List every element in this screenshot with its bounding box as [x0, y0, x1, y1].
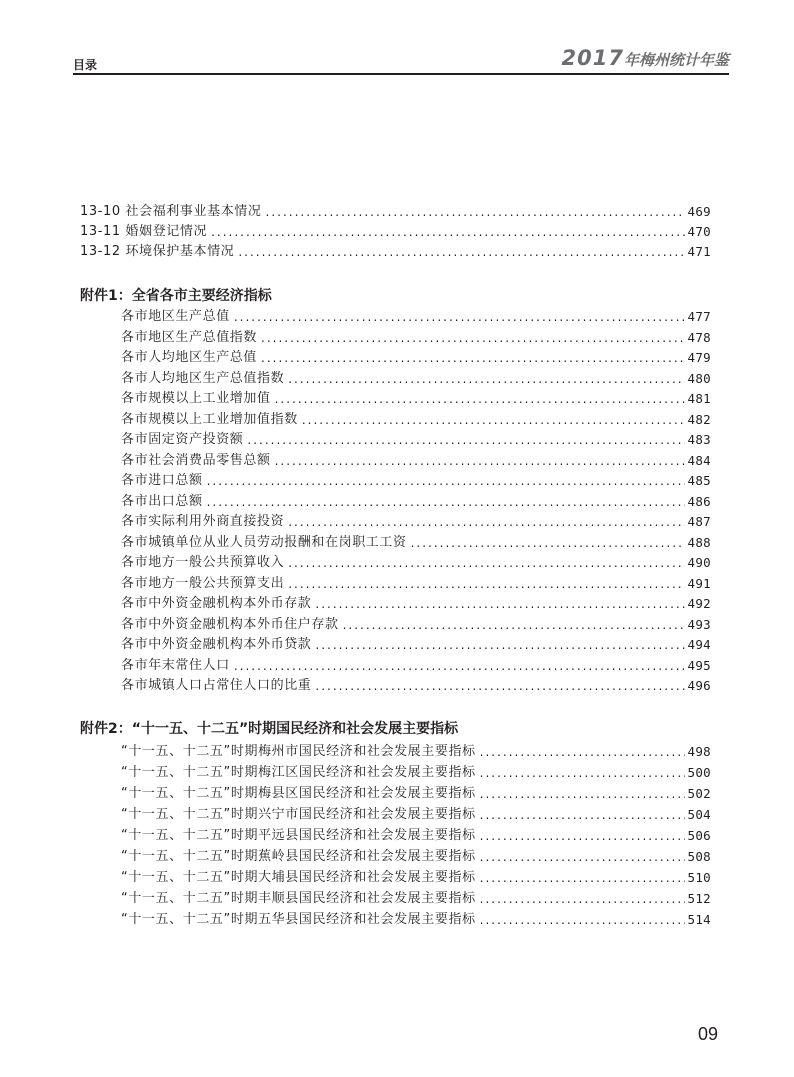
leader-dots: [480, 828, 685, 844]
toc-entry-page: 491: [687, 576, 711, 591]
toc-entry-label: 各市城镇单位从业人员劳动报酬和在岗职工工资: [121, 535, 407, 550]
toc-entry-label: 各市实际利用外商直接投资: [121, 514, 285, 529]
toc-entry[interactable]: [80, 240, 711, 260]
leader-dots: [234, 309, 685, 325]
toc-entry-label: 各市地区生产总值指数: [121, 330, 258, 345]
book-title: [562, 46, 729, 70]
toc-entry-page: 482: [687, 412, 711, 427]
leader-dots: [480, 744, 685, 760]
section-label: 目录: [73, 58, 98, 72]
leader-dots: [247, 432, 684, 448]
toc-entry-page: 506: [687, 828, 711, 843]
toc-entry[interactable]: [80, 200, 711, 220]
toc-entry-page: 498: [687, 744, 711, 759]
toc-entry[interactable]: [121, 531, 711, 551]
toc-entry-page: 488: [687, 535, 711, 550]
toc-entry-label: “十一五、十二五”时期丰顺县国民经济和社会发展主要指标: [121, 891, 476, 906]
toc-entry-page: 471: [687, 244, 711, 259]
leader-dots: [238, 244, 684, 260]
toc-entry-label: 各市地区生产总值: [121, 309, 230, 324]
toc-entry[interactable]: [121, 469, 711, 489]
toc-entry[interactable]: [121, 824, 711, 844]
toc-entry-label: 各市中外资金融机构本外币住户存款: [121, 617, 339, 632]
leader-dots: [275, 391, 685, 407]
toc-entry-label: 各市人均地区生产总值指数: [121, 371, 285, 386]
toc-entry-label: 各市年末常住人口: [121, 658, 230, 673]
toc-entry-label: 各市地方一般公共预算收入: [121, 555, 285, 570]
toc-entry-label: 各市出口总额: [121, 494, 203, 509]
leader-dots: [302, 412, 685, 428]
leader-dots: [266, 204, 685, 220]
appendix-2-heading: 附件2：“十一五、十二五”时期国民经济和社会发展主要指标: [80, 721, 459, 737]
toc-entry-page: 500: [687, 765, 711, 780]
leader-dots: [480, 849, 685, 865]
toc-entry[interactable]: [80, 220, 711, 240]
toc-entry-page: 487: [687, 514, 711, 529]
toc-entry-label: 各市中外资金融机构本外币贷款: [121, 637, 312, 652]
toc-entry-page: 483: [687, 432, 711, 447]
toc-entry-page: 479: [687, 350, 711, 365]
toc-entry[interactable]: [121, 887, 711, 907]
toc-entry[interactable]: [121, 740, 711, 760]
header-divider: [73, 73, 729, 75]
toc-entry-label: 各市社会消费品零售总额: [121, 453, 271, 468]
toc-entry[interactable]: [121, 408, 711, 428]
leader-dots: [275, 453, 685, 469]
toc-entry-page: 484: [687, 453, 711, 468]
leader-dots: [261, 330, 685, 346]
appendix-1-heading: 附件1：全省各市主要经济指标: [80, 288, 272, 304]
leader-dots: [288, 371, 684, 387]
leader-dots: [207, 494, 685, 510]
leader-dots: [207, 473, 685, 489]
toc-entry-label: “十一五、十二五”时期大埔县国民经济和社会发展主要指标: [121, 870, 476, 885]
leader-dots: [261, 350, 685, 366]
toc-entry-label: 13-11 婚姻登记情况: [80, 224, 208, 239]
toc-entry[interactable]: [121, 510, 711, 530]
toc-entry[interactable]: [121, 551, 711, 571]
toc-entry-page: 494: [687, 637, 711, 652]
leader-dots: [288, 555, 684, 571]
toc-entry-label: “十一五、十二五”时期梅江区国民经济和社会发展主要指标: [121, 765, 476, 780]
leader-dots: [211, 224, 684, 240]
leader-dots: [411, 535, 685, 551]
toc-entry-page: 469: [687, 204, 711, 219]
book-year: 2017: [561, 46, 624, 70]
toc-entry-page: 504: [687, 807, 711, 822]
toc-entry-label: “十一五、十二五”时期梅州市国民经济和社会发展主要指标: [121, 744, 476, 759]
toc-entry-page: 514: [687, 912, 711, 927]
leader-dots: [480, 786, 685, 802]
toc-entry[interactable]: [121, 845, 711, 865]
leader-dots: [480, 807, 685, 823]
leader-dots: [480, 870, 685, 886]
toc-entry-label: “十一五、十二五”时期梅县区国民经济和社会发展主要指标: [121, 786, 476, 801]
toc-entry-page: 493: [687, 617, 711, 632]
toc-entry[interactable]: [121, 490, 711, 510]
leader-dots: [480, 912, 685, 928]
toc-entry[interactable]: [121, 613, 711, 633]
book-title-text: 年梅州统计年鉴: [623, 51, 729, 69]
leader-dots: [315, 596, 684, 612]
toc-entry-page: 492: [687, 596, 711, 611]
toc-entry-page: 485: [687, 473, 711, 488]
toc-entry-page: 502: [687, 786, 711, 801]
toc-entry[interactable]: [121, 674, 711, 694]
toc-entry-page: 477: [687, 309, 711, 324]
toc-entry-label: 各市地方一般公共预算支出: [121, 576, 285, 591]
toc-entry-page: 508: [687, 849, 711, 864]
toc-entry-label: 13-12 环境保护基本情况: [80, 244, 235, 259]
toc-entry[interactable]: [121, 346, 711, 366]
toc-entry-label: 各市进口总额: [121, 473, 203, 488]
toc-entry-label: “十一五、十二五”时期蕉岭县国民经济和社会发展主要指标: [121, 849, 476, 864]
toc-entry-label: “十一五、十二五”时期平远县国民经济和社会发展主要指标: [121, 828, 476, 843]
toc-entry-label: 各市规模以上工业增加值指数: [121, 412, 298, 427]
toc-entry-page: 490: [687, 555, 711, 570]
toc-entry[interactable]: [121, 428, 711, 448]
toc-entry[interactable]: [121, 305, 711, 325]
page-number: 09: [698, 1024, 719, 1044]
toc-entry-label: 各市规模以上工业增加值: [121, 391, 271, 406]
toc-entry-label: 各市中外资金融机构本外币存款: [121, 596, 312, 611]
toc-entry-page: 495: [687, 658, 711, 673]
toc-entry-label: 各市固定资产投资额: [121, 432, 244, 447]
toc-entry-page: 470: [687, 224, 711, 239]
toc-entry[interactable]: [121, 866, 711, 886]
toc-entry[interactable]: [121, 592, 711, 612]
toc-entry[interactable]: [121, 803, 711, 823]
toc-entry[interactable]: [121, 654, 711, 674]
leader-dots: [343, 617, 685, 633]
leader-dots: [315, 637, 684, 653]
toc-entry[interactable]: [121, 326, 711, 346]
leader-dots: [480, 891, 685, 907]
toc-entry-label: 各市城镇人口占常住人口的比重: [121, 678, 312, 693]
toc-entry[interactable]: [121, 387, 711, 407]
toc-entry-page: 478: [687, 330, 711, 345]
toc-entry[interactable]: [121, 633, 711, 653]
toc-entry[interactable]: [121, 572, 711, 592]
toc-entry[interactable]: [121, 367, 711, 387]
toc-entry-label: “十一五、十二五”时期五华县国民经济和社会发展主要指标: [121, 912, 476, 927]
page-header: [73, 46, 729, 76]
toc-entry-page: 510: [687, 870, 711, 885]
toc-entry-page: 496: [687, 678, 711, 693]
toc-entry[interactable]: [121, 449, 711, 469]
leader-dots: [315, 678, 684, 694]
toc-entry[interactable]: [121, 782, 711, 802]
toc-entry-label: “十一五、十二五”时期兴宁市国民经济和社会发展主要指标: [121, 807, 476, 822]
toc-entry-label: 13-10 社会福利事业基本情况: [80, 204, 262, 219]
toc-entry-page: 481: [687, 391, 711, 406]
toc-entry[interactable]: [121, 761, 711, 781]
toc-entry-label: 各市人均地区生产总值: [121, 350, 258, 365]
leader-dots: [288, 576, 684, 592]
leader-dots: [480, 765, 685, 781]
toc-entry-page: 486: [687, 494, 711, 509]
leader-dots: [288, 514, 684, 530]
toc-entry-page: 512: [687, 891, 711, 906]
toc-entry-page: 480: [687, 371, 711, 386]
toc-entry[interactable]: [121, 908, 711, 928]
leader-dots: [234, 658, 685, 674]
